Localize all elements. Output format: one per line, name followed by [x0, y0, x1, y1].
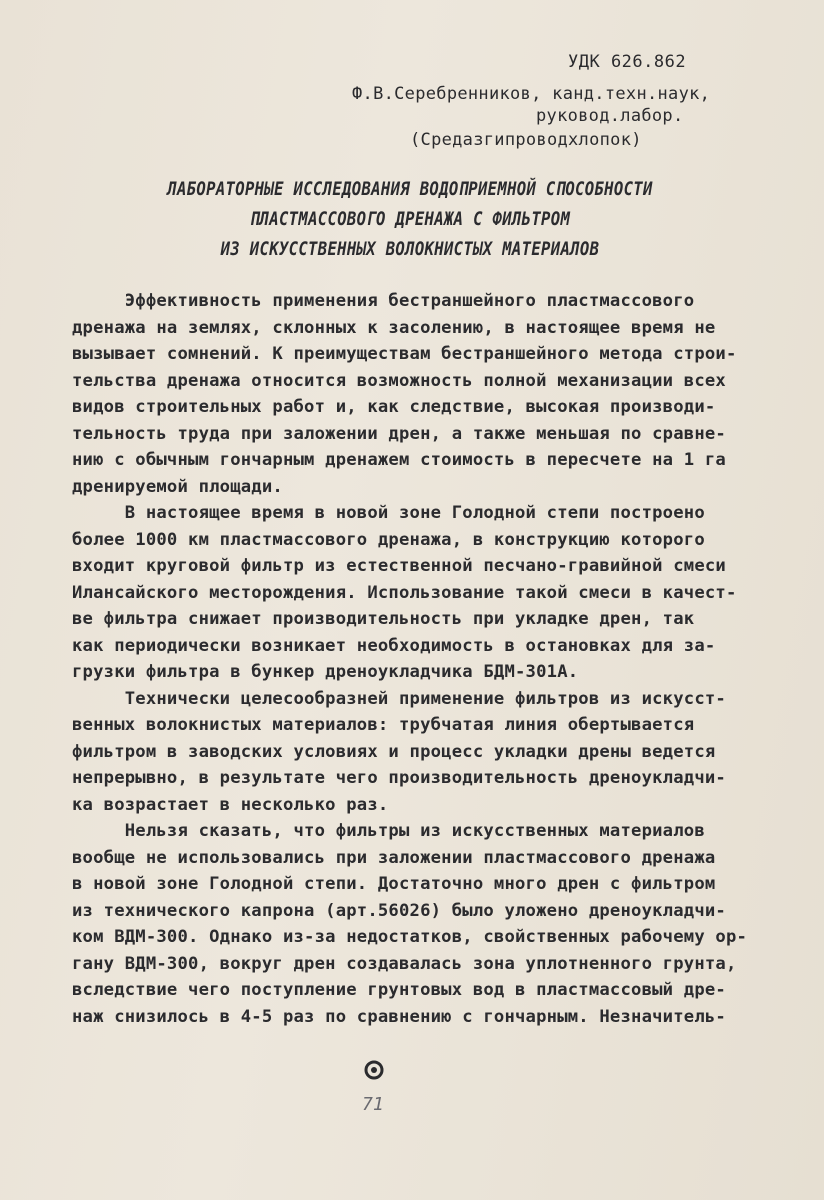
text-line: ка возрастает в несколько раз.	[72, 794, 389, 815]
text-line: грузки фильтра в бункер дреноукладчика БДМ-301А.	[72, 662, 579, 682]
article-body	[72, 288, 748, 1030]
text-line: В настоящее время в новой зоне Голодной степи построено	[72, 503, 705, 523]
text-line: Илансайского месторождения. Использование такой смеси в качест-	[72, 582, 737, 603]
page-footer	[0, 1058, 824, 1138]
text-line: из технического капрона (арт.56026) было уложено дреноукладчи-	[72, 900, 726, 921]
text-line: тельства дренажа относится возможность полной механизации всех	[72, 370, 726, 391]
page-number: 71	[362, 1094, 384, 1115]
text-line: нию с обычным гончарным дренажем стоимость в пересчете на 1 га	[72, 450, 726, 470]
udk-code: УДК 626.862	[568, 52, 687, 72]
text-line: венных волокнистых материалов: трубчатая линия обертывается	[72, 715, 695, 735]
text-line: дренируемой площади.	[72, 476, 283, 497]
text-line: наж снизилось в 4-5 раз по сравнению с гончарным. Незначитель-	[72, 1006, 726, 1027]
text-line: более 1000 км пластмассового дренажа, в конструкцию которого	[72, 529, 705, 550]
document-header	[0, 0, 824, 160]
author-position: руковод.лабор.	[536, 106, 684, 126]
ink-stamp-icon	[362, 1058, 386, 1082]
text-line: вызывает сомнений. К преимуществам бестраншейного метода строи-	[72, 344, 737, 364]
text-line: ве фильтра снижает производительность при укладке дрен, так	[72, 609, 695, 629]
text-line: фильтром в заводских условиях и процесс укладки дрены ведется	[72, 741, 716, 762]
text-line: гану ВДМ-300, вокруг дрен создавалась зона уплотненного грунта,	[72, 953, 737, 974]
text-line: непрерывно, в результате чего производительность дреноукладчи-	[72, 768, 726, 788]
text-line: Нельзя сказать, что фильтры из искусственных материалов	[72, 821, 705, 841]
text-line: как периодически возникает необходимость в остановках для за-	[72, 635, 716, 656]
text-line: тельность труда при заложении дрен, а также меньшая по сравне-	[72, 423, 726, 444]
text-line: ком ВДМ-300. Однако из-за недостатков, свойственных рабочему ор-	[72, 927, 748, 947]
title-line: ПЛАСТМАССОВОГО ДРЕНАЖА С ФИЛЬТРОМ	[249, 208, 571, 230]
author-name: Ф.В.Серебренников, канд.техн.наук,	[352, 84, 711, 104]
organization: (Средазгипроводхлопок)	[410, 130, 642, 150]
text-line: видов строительных работ и, как следствие, высокая производи-	[72, 397, 716, 417]
text-line: в новой зоне Голодной степи. Достаточно много дрен с фильтром	[72, 874, 716, 894]
text-line: вследствие чего поступление грунтовых вод в пластмассовый дре-	[72, 980, 726, 1000]
title-line: ИЗ ИСКУССТВЕННЫХ ВОЛОКНИСТЫХ МАТЕРИАЛОВ	[220, 238, 600, 260]
text-line: дренажа на землях, склонных к засолению, в настоящее время не	[72, 317, 716, 338]
text-line: вообще не использовались при заложении пластмассового дренажа	[72, 847, 716, 868]
text-line: Эффективность применения бестраншейного пластмассового	[72, 291, 695, 311]
article-title	[60, 174, 760, 264]
text-line: Технически целесообразней применение фильтров из искусст-	[72, 688, 726, 709]
title-line: ЛАБОРАТОРНЫЕ ИССЛЕДОВАНИЯ ВОДОПРИЕМНОЙ СПОСОБНОСТИ	[167, 178, 653, 200]
text-line: входит круговой фильтр из естественной песчано-гравийной смеси	[72, 556, 726, 576]
